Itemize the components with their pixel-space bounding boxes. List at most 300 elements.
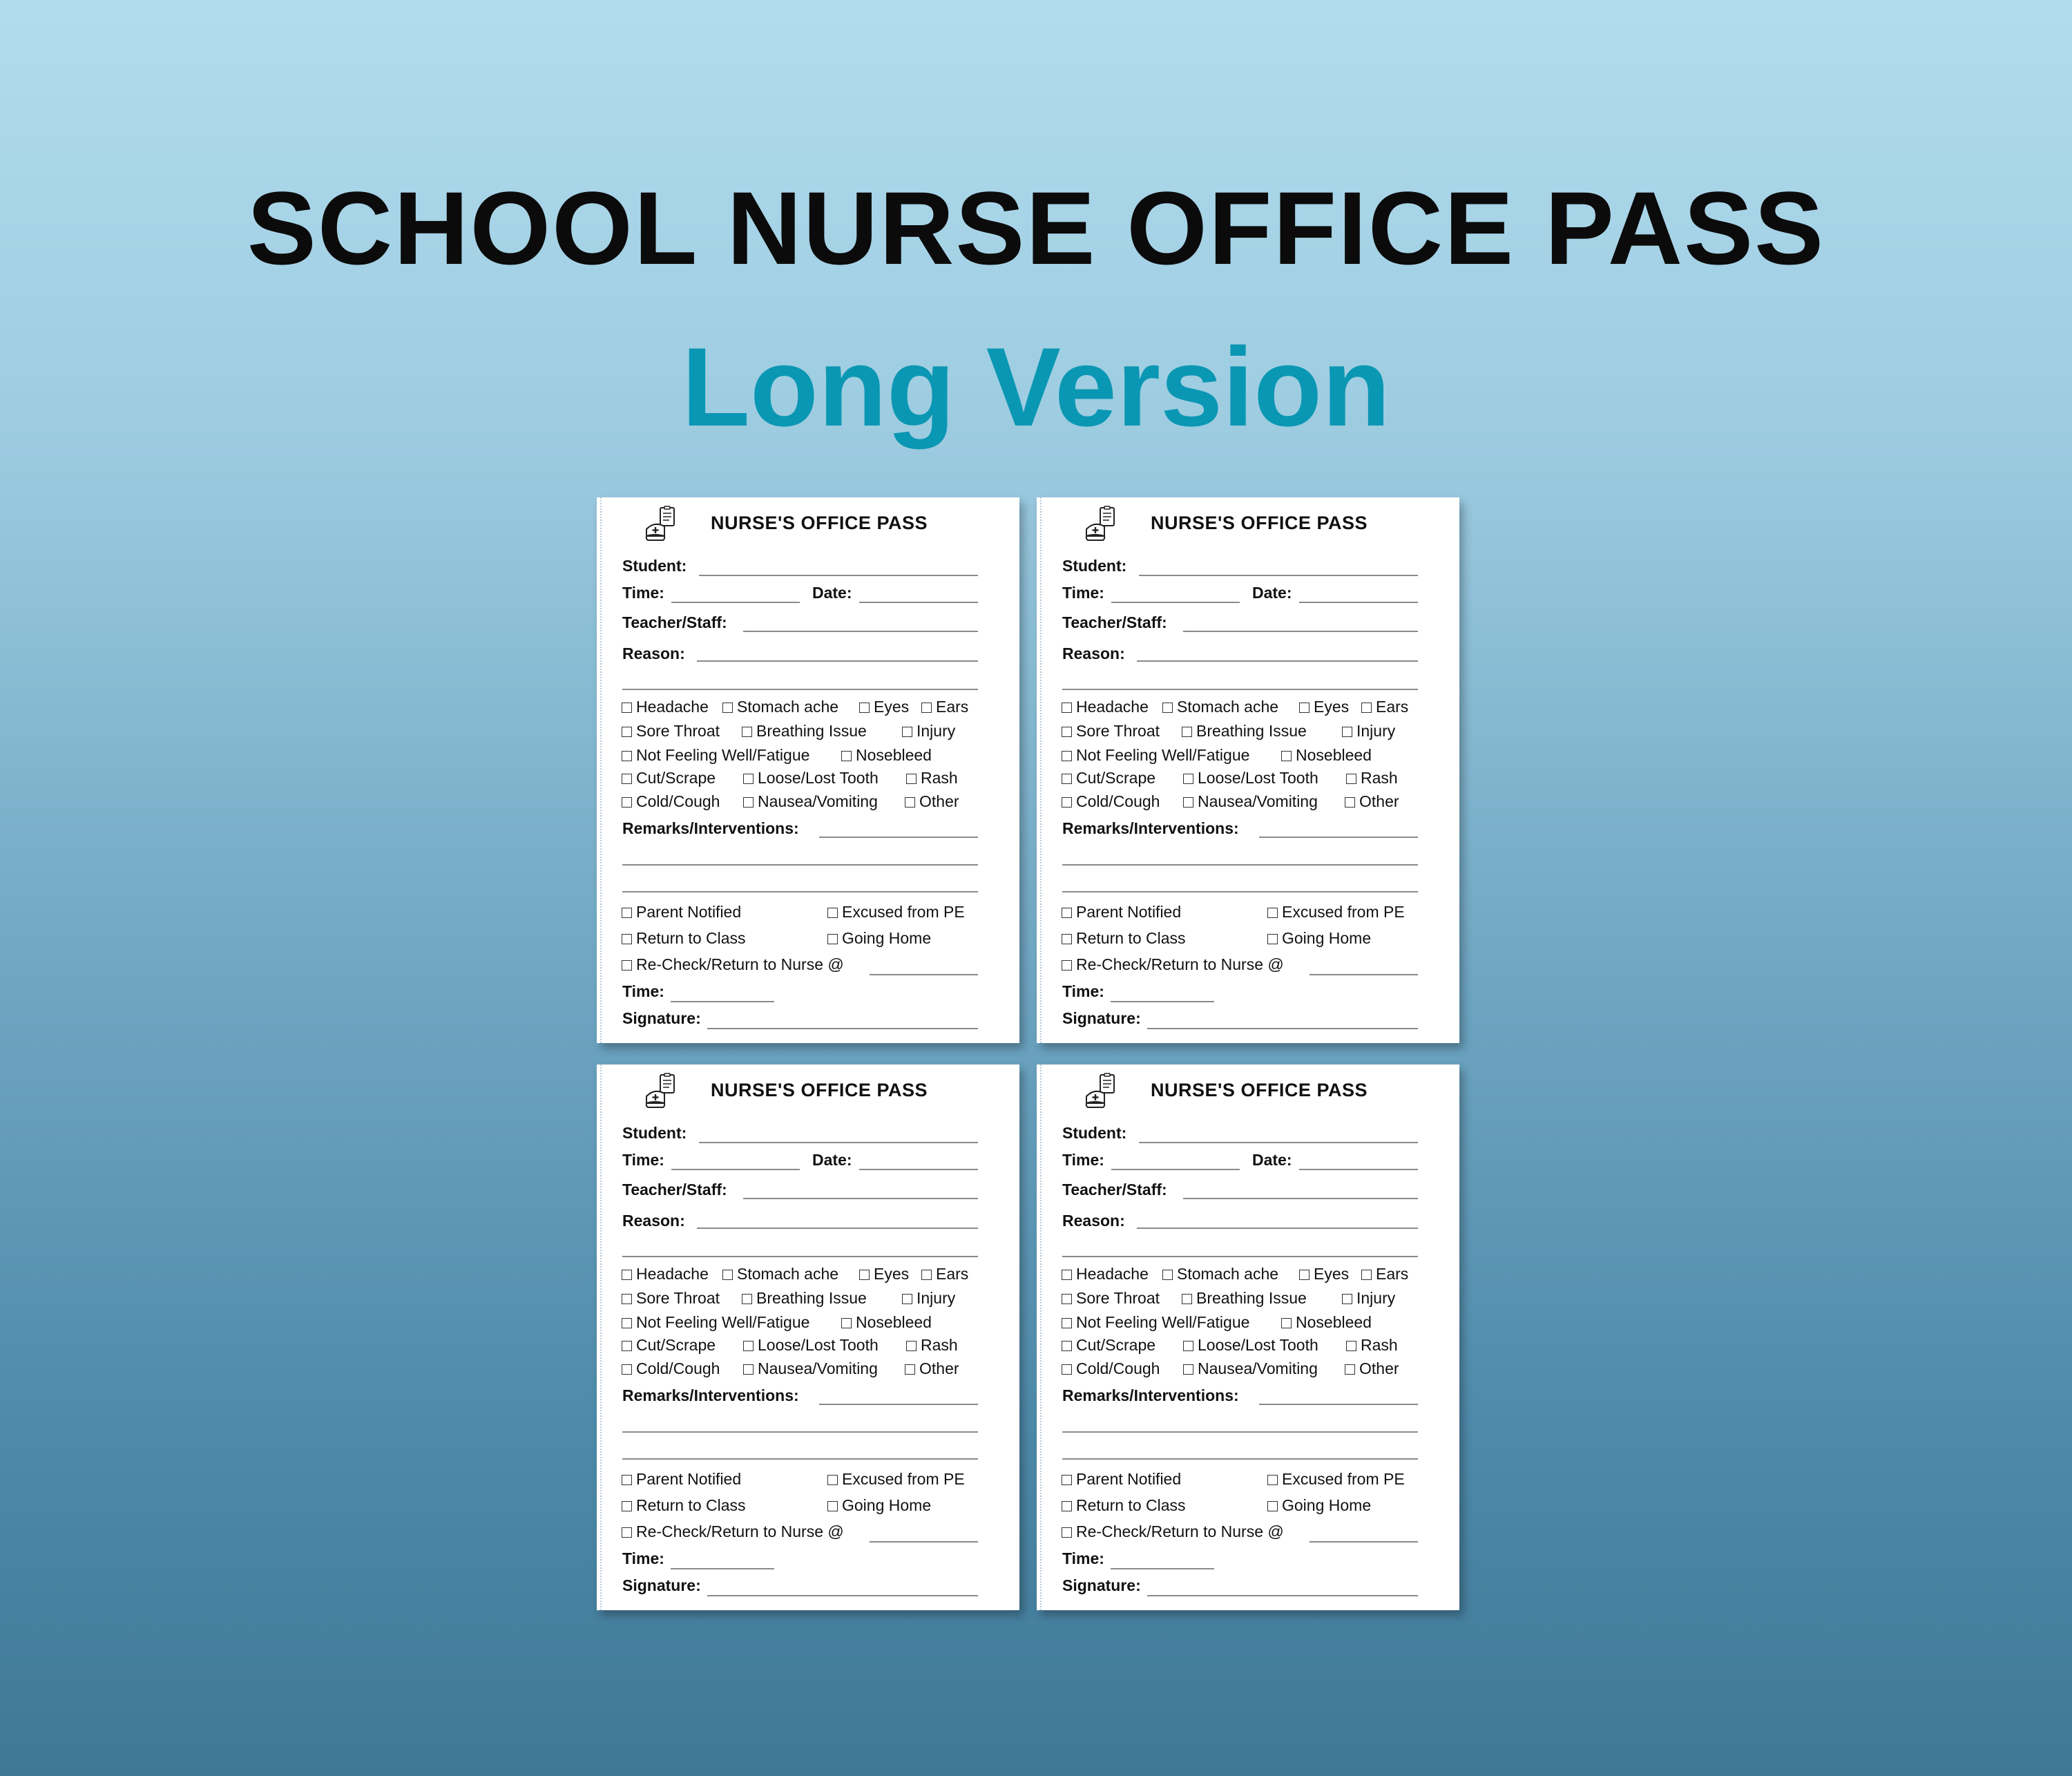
cold-cough-checkbox[interactable] bbox=[1062, 1359, 1160, 1378]
cut-scrape-label: Cut/Scrape bbox=[1076, 1336, 1156, 1354]
student-field[interactable] bbox=[1139, 575, 1418, 576]
other-label: Other bbox=[1359, 792, 1399, 810]
other-checkbox[interactable] bbox=[905, 792, 959, 811]
page-title: SCHOOL NURSE OFFICE PASS bbox=[247, 170, 1825, 286]
remarks-field-line-2[interactable] bbox=[622, 1431, 978, 1433]
remarks-field-line-2[interactable] bbox=[1062, 1431, 1418, 1433]
injury-checkbox[interactable] bbox=[1342, 722, 1395, 741]
checkbox-icon bbox=[743, 797, 754, 808]
pass-title: NURSE'S OFFICE PASS bbox=[1151, 513, 1368, 533]
headache-checkbox[interactable] bbox=[1062, 1265, 1149, 1283]
nosebleed-checkbox[interactable] bbox=[1281, 1313, 1372, 1332]
checkbox-icon bbox=[1062, 774, 1072, 784]
rash-checkbox[interactable] bbox=[906, 769, 958, 787]
nurse-office-pass-card bbox=[1037, 497, 1459, 1043]
sore-throat-checkbox[interactable] bbox=[1062, 1289, 1160, 1308]
recheck-label: Re-Check/Return to Nurse @ bbox=[1076, 955, 1284, 973]
remarks-field-line-3[interactable] bbox=[1062, 1458, 1418, 1460]
checkbox-icon bbox=[905, 797, 915, 808]
nosebleed-checkbox[interactable] bbox=[1281, 746, 1372, 765]
going-home-label: Going Home bbox=[1282, 929, 1372, 947]
excused-from-pe-checkbox[interactable] bbox=[1267, 903, 1405, 922]
cut-scrape-checkbox[interactable] bbox=[622, 1336, 716, 1355]
recheck-label: Re-Check/Return to Nurse @ bbox=[636, 1522, 844, 1540]
sore-throat-label: Sore Throat bbox=[1076, 1289, 1160, 1307]
parent-notified-label: Parent Notified bbox=[636, 1470, 742, 1488]
checkbox-icon bbox=[1062, 727, 1072, 737]
reason-label: Reason: bbox=[1062, 1212, 1125, 1230]
checkbox-icon bbox=[827, 1501, 838, 1511]
rash-label: Rash bbox=[921, 1336, 958, 1354]
injury-label: Injury bbox=[917, 722, 956, 740]
ears-label: Ears bbox=[1376, 1265, 1409, 1283]
checkbox-icon bbox=[1062, 1294, 1072, 1304]
other-checkbox[interactable] bbox=[1345, 792, 1399, 811]
checkbox-icon bbox=[1183, 774, 1193, 784]
signature-label: Signature: bbox=[622, 1576, 701, 1594]
stomach-ache-checkbox[interactable] bbox=[722, 1265, 838, 1283]
time-out-field[interactable] bbox=[671, 1001, 774, 1002]
checkbox-icon bbox=[622, 751, 632, 761]
pass-title: NURSE'S OFFICE PASS bbox=[711, 1080, 928, 1100]
remarks-field-line-3[interactable] bbox=[622, 891, 978, 892]
headache-checkbox[interactable] bbox=[622, 698, 709, 716]
eyes-label: Eyes bbox=[1314, 698, 1350, 716]
sore-throat-checkbox[interactable] bbox=[622, 722, 720, 741]
reason-label: Reason: bbox=[1062, 644, 1125, 662]
checkbox-icon bbox=[1345, 1364, 1355, 1375]
recheck-time-field[interactable] bbox=[1310, 1541, 1418, 1543]
checkbox-icon bbox=[1062, 1475, 1072, 1485]
remarks-field-line-3[interactable] bbox=[1062, 891, 1418, 892]
not-feeling-well-label: Not Feeling Well/Fatigue bbox=[636, 746, 810, 764]
checkbox-icon bbox=[622, 1364, 632, 1375]
nurse-office-pass-card bbox=[1037, 1064, 1459, 1610]
other-label: Other bbox=[919, 792, 959, 810]
nausea-label: Nausea/Vomiting bbox=[758, 792, 878, 810]
cut-scrape-checkbox[interactable] bbox=[1062, 769, 1155, 787]
loose-tooth-checkbox[interactable] bbox=[743, 1336, 879, 1355]
headache-checkbox[interactable] bbox=[1062, 698, 1149, 716]
checkbox-icon bbox=[1062, 1364, 1072, 1375]
cut-scrape-label: Cut/Scrape bbox=[1076, 769, 1156, 787]
checkbox-icon bbox=[1342, 727, 1352, 737]
cut-scrape-checkbox[interactable] bbox=[622, 769, 716, 787]
checkbox-icon bbox=[622, 1501, 632, 1511]
teacher-staff-label: Teacher/Staff: bbox=[1062, 613, 1167, 631]
nosebleed-checkbox[interactable] bbox=[841, 746, 932, 765]
eyes-label: Eyes bbox=[874, 698, 910, 716]
checkbox-icon bbox=[622, 703, 632, 713]
pass-header bbox=[597, 497, 1019, 553]
headache-label: Headache bbox=[1076, 698, 1149, 716]
going-home-checkbox[interactable] bbox=[1267, 929, 1371, 948]
checkbox-icon bbox=[1183, 1341, 1193, 1351]
checkbox-icon bbox=[1267, 1475, 1278, 1485]
checkbox-icon bbox=[1062, 703, 1072, 713]
injury-checkbox[interactable] bbox=[902, 1289, 955, 1308]
cut-scrape-label: Cut/Scrape bbox=[636, 769, 716, 787]
checkbox-icon bbox=[1062, 960, 1072, 971]
checkbox-icon bbox=[743, 774, 754, 784]
time-out-field[interactable] bbox=[1111, 1001, 1214, 1002]
reason-field[interactable] bbox=[697, 1228, 978, 1229]
checkbox-icon bbox=[921, 703, 932, 713]
stomach-ache-checkbox[interactable] bbox=[722, 698, 838, 716]
sore-throat-checkbox[interactable] bbox=[622, 1289, 720, 1308]
loose-tooth-label: Loose/Lost Tooth bbox=[1198, 1336, 1318, 1354]
checkbox-icon bbox=[1182, 1294, 1192, 1304]
checkbox-icon bbox=[1062, 751, 1072, 761]
checkbox-icon bbox=[859, 703, 870, 713]
cold-cough-label: Cold/Cough bbox=[636, 792, 720, 810]
checkbox-icon bbox=[1342, 1294, 1352, 1304]
reason-field-line-2[interactable] bbox=[622, 1256, 978, 1257]
remarks-field[interactable] bbox=[1259, 1404, 1418, 1405]
reason-field-line-2[interactable] bbox=[622, 689, 978, 690]
parent-notified-label: Parent Notified bbox=[636, 903, 742, 921]
reason-field[interactable] bbox=[1137, 1228, 1418, 1229]
not-feeling-well-checkbox[interactable] bbox=[622, 746, 809, 765]
cold-cough-label: Cold/Cough bbox=[1076, 1359, 1160, 1377]
time-field[interactable] bbox=[1111, 602, 1240, 603]
stomach-ache-label: Stomach ache bbox=[1177, 698, 1279, 716]
going-home-checkbox[interactable] bbox=[1267, 1496, 1371, 1515]
remarks-field[interactable] bbox=[819, 837, 978, 838]
parent-notified-checkbox[interactable] bbox=[1062, 903, 1181, 922]
signature-field[interactable] bbox=[707, 1028, 978, 1029]
date-field[interactable] bbox=[1299, 1169, 1418, 1170]
date-label: Date: bbox=[812, 584, 852, 602]
reason-label: Reason: bbox=[622, 644, 685, 662]
going-home-checkbox[interactable] bbox=[827, 929, 931, 948]
nosebleed-label: Nosebleed bbox=[1296, 1313, 1372, 1331]
checkbox-icon bbox=[622, 727, 632, 737]
recheck-time-label: Time: bbox=[1062, 982, 1104, 1000]
headache-label: Headache bbox=[636, 1265, 709, 1283]
date-field[interactable] bbox=[859, 1169, 978, 1170]
return-to-class-checkbox[interactable] bbox=[1062, 1496, 1186, 1515]
return-to-class-label: Return to Class bbox=[1076, 929, 1186, 947]
checkbox-icon bbox=[902, 1294, 912, 1304]
nosebleed-label: Nosebleed bbox=[1296, 746, 1372, 764]
excused-from-pe-checkbox[interactable] bbox=[1267, 1470, 1405, 1489]
eyes-checkbox[interactable] bbox=[1299, 1265, 1349, 1283]
excused-from-pe-label: Excused from PE bbox=[842, 903, 965, 921]
checkbox-icon bbox=[1183, 1364, 1193, 1375]
not-feeling-well-checkbox[interactable] bbox=[1062, 746, 1249, 765]
sore-throat-label: Sore Throat bbox=[636, 722, 720, 740]
return-to-class-checkbox[interactable] bbox=[622, 1496, 746, 1515]
cold-cough-checkbox[interactable] bbox=[1062, 792, 1160, 811]
teacher-staff-label: Teacher/Staff: bbox=[622, 613, 727, 631]
nausea-checkbox[interactable] bbox=[1183, 1359, 1318, 1378]
checkbox-icon bbox=[1183, 797, 1193, 808]
cold-cough-label: Cold/Cough bbox=[1076, 792, 1160, 810]
pass-header bbox=[1037, 497, 1459, 553]
reason-field[interactable] bbox=[697, 660, 978, 662]
nosebleed-checkbox[interactable] bbox=[841, 1313, 932, 1332]
parent-notified-checkbox[interactable] bbox=[1062, 1470, 1181, 1489]
going-home-label: Going Home bbox=[1282, 1496, 1372, 1514]
sore-throat-label: Sore Throat bbox=[636, 1289, 720, 1307]
teacher-staff-field[interactable] bbox=[1183, 1198, 1418, 1199]
reason-field[interactable] bbox=[1137, 660, 1418, 662]
nausea-checkbox[interactable] bbox=[1183, 792, 1318, 811]
other-label: Other bbox=[1359, 1359, 1399, 1377]
checkbox-icon bbox=[622, 1294, 632, 1304]
breathing-issue-checkbox[interactable] bbox=[1182, 1289, 1307, 1308]
remarks-label: Remarks/Interventions: bbox=[1062, 819, 1239, 837]
time-label: Time: bbox=[622, 584, 664, 602]
checkbox-icon bbox=[622, 908, 632, 918]
eyes-label: Eyes bbox=[1314, 1265, 1350, 1283]
excused-from-pe-label: Excused from PE bbox=[842, 1470, 965, 1488]
checkbox-icon bbox=[841, 751, 852, 761]
checkbox-icon bbox=[743, 1341, 754, 1351]
stomach-ache-checkbox[interactable] bbox=[1162, 1265, 1278, 1283]
parent-notified-checkbox[interactable] bbox=[622, 903, 741, 922]
remarks-field-line-2[interactable] bbox=[1062, 864, 1418, 866]
parent-notified-label: Parent Notified bbox=[1076, 903, 1182, 921]
eyes-checkbox[interactable] bbox=[1299, 698, 1349, 716]
injury-checkbox[interactable] bbox=[902, 722, 955, 741]
signature-field[interactable] bbox=[1147, 1028, 1418, 1029]
injury-label: Injury bbox=[1356, 1289, 1396, 1307]
stomach-ache-checkbox[interactable] bbox=[1162, 698, 1278, 716]
going-home-label: Going Home bbox=[842, 929, 932, 947]
not-feeling-well-checkbox[interactable] bbox=[622, 1313, 809, 1332]
student-field[interactable] bbox=[699, 575, 978, 576]
checkbox-icon bbox=[743, 1364, 754, 1375]
checkbox-icon bbox=[1267, 1501, 1278, 1511]
remarks-label: Remarks/Interventions: bbox=[622, 819, 799, 837]
loose-tooth-label: Loose/Lost Tooth bbox=[758, 1336, 879, 1354]
checkbox-icon bbox=[622, 1341, 632, 1351]
not-feeling-well-label: Not Feeling Well/Fatigue bbox=[636, 1313, 810, 1331]
checkbox-icon bbox=[1062, 797, 1072, 808]
excused-from-pe-checkbox[interactable] bbox=[827, 1470, 965, 1489]
teacher-staff-field[interactable] bbox=[1183, 631, 1418, 632]
return-to-class-label: Return to Class bbox=[636, 1496, 746, 1514]
checkbox-icon bbox=[827, 934, 838, 944]
checkbox-icon bbox=[1062, 908, 1072, 918]
recheck-label: Re-Check/Return to Nurse @ bbox=[1076, 1522, 1284, 1540]
checkbox-icon bbox=[1346, 774, 1356, 784]
eyes-checkbox[interactable] bbox=[859, 1265, 909, 1283]
nosebleed-label: Nosebleed bbox=[856, 1313, 932, 1331]
cold-cough-checkbox[interactable] bbox=[622, 792, 720, 811]
checkbox-icon bbox=[1062, 1341, 1072, 1351]
date-label: Date: bbox=[1252, 584, 1292, 602]
other-label: Other bbox=[919, 1359, 959, 1377]
ears-label: Ears bbox=[936, 1265, 969, 1283]
cold-cough-label: Cold/Cough bbox=[636, 1359, 720, 1377]
checkbox-icon bbox=[921, 1270, 932, 1280]
recheck-time-label: Time: bbox=[622, 1549, 664, 1567]
checkbox-icon bbox=[622, 1527, 632, 1538]
ears-checkbox[interactable] bbox=[1361, 1265, 1408, 1283]
stomach-ache-label: Stomach ache bbox=[737, 698, 839, 716]
remarks-field-line-3[interactable] bbox=[622, 1458, 978, 1460]
return-to-class-checkbox[interactable] bbox=[1062, 929, 1186, 948]
recheck-checkbox[interactable] bbox=[1062, 1522, 1284, 1541]
ears-checkbox[interactable] bbox=[921, 698, 968, 716]
not-feeling-well-label: Not Feeling Well/Fatigue bbox=[1076, 746, 1250, 764]
time-label: Time: bbox=[622, 1151, 664, 1169]
signature-label: Signature: bbox=[1062, 1576, 1141, 1594]
remarks-field-line-2[interactable] bbox=[622, 864, 978, 866]
checkbox-icon bbox=[859, 1270, 870, 1280]
loose-tooth-checkbox[interactable] bbox=[743, 769, 879, 787]
rash-label: Rash bbox=[1361, 769, 1398, 787]
signature-label: Signature: bbox=[622, 1009, 701, 1027]
breathing-issue-checkbox[interactable] bbox=[742, 722, 867, 741]
nausea-checkbox[interactable] bbox=[743, 1359, 878, 1378]
checkbox-icon bbox=[1062, 1270, 1072, 1280]
ears-checkbox[interactable] bbox=[921, 1265, 968, 1283]
excused-from-pe-label: Excused from PE bbox=[1282, 1470, 1405, 1488]
pass-header bbox=[597, 1064, 1019, 1120]
going-home-checkbox[interactable] bbox=[827, 1496, 931, 1515]
time-out-field[interactable] bbox=[1111, 1568, 1214, 1569]
return-to-class-checkbox[interactable] bbox=[622, 929, 746, 948]
checkbox-icon bbox=[622, 934, 632, 944]
student-label: Student: bbox=[1062, 557, 1127, 575]
ears-checkbox[interactable] bbox=[1361, 698, 1408, 716]
cut-scrape-checkbox[interactable] bbox=[1062, 1336, 1155, 1355]
not-feeling-well-checkbox[interactable] bbox=[1062, 1313, 1249, 1332]
eyes-label: Eyes bbox=[874, 1265, 910, 1283]
checkbox-icon bbox=[827, 1475, 838, 1485]
recheck-time-field[interactable] bbox=[870, 1541, 978, 1543]
checkbox-icon bbox=[1062, 1501, 1072, 1511]
time-field[interactable] bbox=[671, 1169, 800, 1170]
nausea-label: Nausea/Vomiting bbox=[1198, 1359, 1318, 1377]
checkbox-icon bbox=[622, 1475, 632, 1485]
time-field[interactable] bbox=[1111, 1169, 1240, 1170]
checkbox-icon bbox=[1345, 797, 1355, 808]
teacher-staff-label: Teacher/Staff: bbox=[622, 1181, 727, 1199]
loose-tooth-label: Loose/Lost Tooth bbox=[1198, 769, 1318, 787]
teacher-staff-field[interactable] bbox=[743, 1198, 978, 1199]
headache-label: Headache bbox=[636, 698, 709, 716]
nausea-label: Nausea/Vomiting bbox=[758, 1359, 878, 1377]
checkbox-icon bbox=[1361, 1270, 1372, 1280]
checkbox-icon bbox=[742, 1294, 752, 1304]
checkbox-icon bbox=[905, 1364, 915, 1375]
time-field[interactable] bbox=[671, 602, 800, 603]
nurse-cap-clipboard-icon bbox=[1084, 506, 1120, 543]
checkbox-icon bbox=[1361, 703, 1372, 713]
student-field[interactable] bbox=[1139, 1142, 1418, 1143]
breathing-issue-label: Breathing Issue bbox=[756, 722, 867, 740]
cold-cough-checkbox[interactable] bbox=[622, 1359, 720, 1378]
recheck-checkbox[interactable] bbox=[622, 1522, 844, 1541]
recheck-time-field[interactable] bbox=[870, 974, 978, 975]
going-home-label: Going Home bbox=[842, 1496, 932, 1514]
signature-field[interactable] bbox=[1147, 1595, 1418, 1596]
headache-label: Headache bbox=[1076, 1265, 1149, 1283]
parent-notified-label: Parent Notified bbox=[1076, 1470, 1182, 1488]
rash-checkbox[interactable] bbox=[1346, 1336, 1398, 1355]
reason-field-line-2[interactable] bbox=[1062, 1256, 1418, 1257]
other-checkbox[interactable] bbox=[1345, 1359, 1399, 1378]
return-to-class-label: Return to Class bbox=[636, 929, 746, 947]
stomach-ache-label: Stomach ache bbox=[1177, 1265, 1279, 1283]
loose-tooth-label: Loose/Lost Tooth bbox=[758, 769, 879, 787]
remarks-field[interactable] bbox=[819, 1404, 978, 1405]
headache-checkbox[interactable] bbox=[622, 1265, 709, 1283]
recheck-time-label: Time: bbox=[1062, 1549, 1104, 1567]
checkbox-icon bbox=[722, 1270, 733, 1280]
checkbox-icon bbox=[1281, 751, 1292, 761]
nosebleed-label: Nosebleed bbox=[856, 746, 932, 764]
rash-label: Rash bbox=[1361, 1336, 1398, 1354]
checkbox-icon bbox=[622, 1318, 632, 1328]
loose-tooth-checkbox[interactable] bbox=[1183, 1336, 1318, 1355]
reason-field-line-2[interactable] bbox=[1062, 689, 1418, 690]
other-checkbox[interactable] bbox=[905, 1359, 959, 1378]
excused-from-pe-checkbox[interactable] bbox=[827, 903, 965, 922]
cut-scrape-label: Cut/Scrape bbox=[636, 1336, 716, 1354]
date-field[interactable] bbox=[1299, 602, 1418, 603]
recheck-label: Re-Check/Return to Nurse @ bbox=[636, 955, 844, 973]
checkbox-icon bbox=[1299, 1270, 1310, 1280]
remarks-field[interactable] bbox=[1259, 837, 1418, 838]
student-label: Student: bbox=[1062, 1124, 1127, 1142]
remarks-label: Remarks/Interventions: bbox=[622, 1386, 799, 1404]
time-out-field[interactable] bbox=[671, 1568, 774, 1569]
rash-checkbox[interactable] bbox=[1346, 769, 1398, 787]
checkbox-icon bbox=[1182, 727, 1192, 737]
signature-field[interactable] bbox=[707, 1595, 978, 1596]
injury-checkbox[interactable] bbox=[1342, 1289, 1395, 1308]
recheck-checkbox[interactable] bbox=[622, 955, 844, 974]
sore-throat-checkbox[interactable] bbox=[1062, 722, 1160, 741]
student-label: Student: bbox=[622, 1124, 687, 1142]
checkbox-icon bbox=[622, 797, 632, 808]
checkbox-icon bbox=[1267, 908, 1278, 918]
student-field[interactable] bbox=[699, 1142, 978, 1143]
checkbox-icon bbox=[1062, 934, 1072, 944]
breathing-issue-checkbox[interactable] bbox=[1182, 722, 1307, 741]
checkbox-icon bbox=[1267, 934, 1278, 944]
recheck-checkbox[interactable] bbox=[1062, 955, 1284, 974]
injury-label: Injury bbox=[1356, 722, 1396, 740]
signature-label: Signature: bbox=[1062, 1009, 1141, 1027]
date-field[interactable] bbox=[859, 602, 978, 603]
eyes-checkbox[interactable] bbox=[859, 698, 909, 716]
rash-label: Rash bbox=[921, 769, 958, 787]
teacher-staff-field[interactable] bbox=[743, 631, 978, 632]
pass-title: NURSE'S OFFICE PASS bbox=[711, 513, 928, 533]
checkbox-icon bbox=[622, 774, 632, 784]
remarks-label: Remarks/Interventions: bbox=[1062, 1386, 1239, 1404]
not-feeling-well-label: Not Feeling Well/Fatigue bbox=[1076, 1313, 1250, 1331]
breathing-issue-label: Breathing Issue bbox=[1196, 1289, 1307, 1307]
rash-checkbox[interactable] bbox=[906, 1336, 958, 1355]
recheck-time-field[interactable] bbox=[1310, 974, 1418, 975]
breathing-issue-checkbox[interactable] bbox=[742, 1289, 867, 1308]
date-label: Date: bbox=[1252, 1151, 1292, 1169]
stomach-ache-label: Stomach ache bbox=[737, 1265, 839, 1283]
loose-tooth-checkbox[interactable] bbox=[1183, 769, 1318, 787]
recheck-time-label: Time: bbox=[622, 982, 664, 1000]
nausea-checkbox[interactable] bbox=[743, 792, 878, 811]
nurse-cap-clipboard-icon bbox=[644, 1073, 680, 1110]
parent-notified-checkbox[interactable] bbox=[622, 1470, 741, 1489]
